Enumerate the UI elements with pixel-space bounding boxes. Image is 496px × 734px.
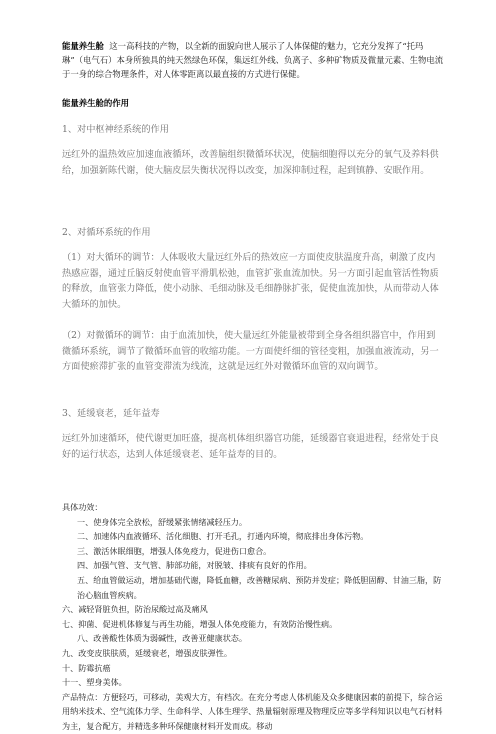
efficacy-item-4: 四、加强气管、支气管、肺部功能，对脱皱、排痰有良好的作用。 [77, 560, 312, 571]
efficacy-item-1: 一、使身体完全放松，舒缓紧张情绪减轻压力。 [77, 516, 247, 527]
section-2-body-1: （1）对大循环的调节：人体吸收大量远红外后的热效应一方面使皮肤温度升高，刺激了皮内热感应器，通过丘脑反射使血管平滑肌松弛，血管扩张血流加快。另一方面引起血管活性物质的释放，血管张力降低，使小动脉、毛细动脉及毛细静脉扩张，促使血流加快，从而带动人体大循环的加快。 [62, 252, 439, 310]
intro-paragraph [62, 39, 444, 81]
intro-text: 这一高科技的产物，以全新的面貌向世人展示了人体保健的魅力，它充分发挥了“托玛琳”（电气石）本身所独具的纯天然绿色环保，集远红外线、负离子、多种矿物质及微量元素、生物电流于一身的综合物理条件，对人体零距离以最直接的方式进行保健。 [62, 41, 444, 79]
product-features: 产品特点：方便轻巧，可移动，美观大方，有档次。在充分考虑人体机能及众多健康因素的前提下，综合运用纳米技术、空气流体力学、生命科学、人体生理学、热量辐射原理及物理反应等多学科知识以电气石材料为主，复合配方，并精选多种环保健康材料开发而成。移动 [62, 691, 443, 731]
efficacy-item-5: 五、给血管做运动，增加基础代谢，降低血糖，改善糖尿病、预防并发症；降低胆固醇、甘油三脂，防治心脑血管疾病。 [77, 574, 442, 600]
efficacy-item-3: 三、激活休眠细胞，增强人体免疫力，促进伤口愈合。 [77, 545, 272, 556]
efficacy-item-8: 八、改善酸性体质为弱碱性，改善亚健康状态。 [77, 633, 247, 644]
efficacy-list [62, 500, 444, 734]
section-3-body: 远红外加速循环，使代谢更加旺盛，提高机体组织器官功能，延缓器官衰退进程，经常处于良好的运行状态，达到人体延缓衰老、延年益寿的目的。 [62, 433, 439, 460]
section-2-body-2: （2）对微循环的调节：由于血流加快，使大量远红外能量被带到全身各组织器官中，作用到微循环系统，调节了微循环血管的收缩功能。一方面使纤细的管径变粗，加强血液流动，另一方面使瘀滞扩张的血管变滞流为线流，这就是远红外对微循环血管的双向调节。 [62, 330, 439, 373]
efficacy-item-9: 九、改变皮肤肤质，延缓衰老，增强皮肤弹性。 [62, 647, 232, 658]
heading-text: 能量养生舱的作用 [62, 98, 129, 108]
efficacy-item-10: 十、防霉抗癌 [62, 662, 111, 673]
section-3-title: 3、延缓衰老，延年益寿 [62, 408, 160, 419]
efficacy-item-6: 六、减轻肾脏负担，防治尿酸过高及痛风 [62, 604, 208, 615]
efficacy-item-11: 十一、塑身美体。 [62, 677, 127, 688]
intro-lead: 能量养生舱 [62, 41, 104, 51]
section-1-title: 1、对中枢神经系统的作用 [62, 124, 169, 135]
efficacy-item-7: 七、抑菌、促进机体修复与再生功能，增强人体免疫能力，有效防治慢性病。 [62, 618, 338, 629]
efficacy-label: 具体功效： [62, 502, 103, 512]
section-1-body: 远红外的温热效应加速血液循环，改善脑组织微循环状况，使脑细胞得以充分的氧气及养料供给，加强新陈代谢，使大脑皮层失衡状况得以改变，加深抑制过程，起到镇静、安眠作用。 [62, 149, 439, 176]
section-2-title: 2、对循环系统的作用 [62, 227, 151, 238]
efficacy-item-2: 二、加速体内血液循环、活化细胞、打开毛孔，打通内环境，彻底排出身体污物。 [77, 531, 369, 542]
section-heading [62, 96, 444, 110]
